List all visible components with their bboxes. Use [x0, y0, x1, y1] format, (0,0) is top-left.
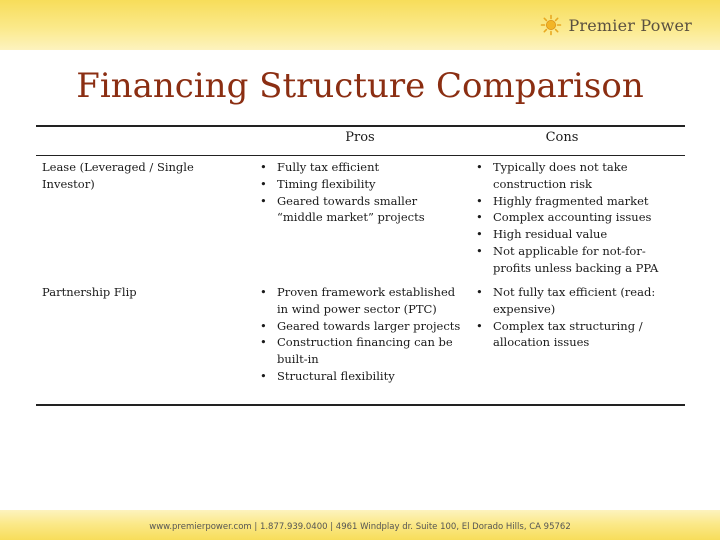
row-label-lease: Lease (Leveraged / Single Investor)	[42, 160, 194, 191]
brand-logo	[540, 12, 692, 38]
column-header-cons: Cons	[545, 130, 579, 145]
list-item: • Geared towards smaller “middle market” projects	[255, 193, 465, 227]
table-top-rule	[36, 125, 685, 127]
page-title: Financing Structure Comparison	[76, 66, 644, 106]
list-item: • Fully tax efficient	[255, 159, 465, 176]
brand-name: Premier Power	[568, 15, 692, 35]
list-item: • Structural flexibility	[255, 368, 465, 385]
table-header-rule	[36, 155, 685, 156]
sun-icon	[540, 14, 562, 36]
list-item: • Proven framework established in wind power sector (PTC)	[255, 284, 465, 318]
list-item: • Highly fragmented market	[471, 193, 666, 210]
column-header-pros: Pros	[345, 130, 375, 145]
list-item: • Complex accounting issues	[471, 209, 666, 226]
list-item: • Construction financing can be built-in	[255, 334, 465, 368]
pros-list-partnership-flip	[255, 284, 465, 385]
list-item: • Geared towards larger projects	[255, 318, 465, 335]
pros-list-lease	[255, 159, 465, 226]
cons-list-lease	[471, 159, 666, 277]
table-bottom-rule	[36, 404, 685, 406]
list-item: • High residual value	[471, 226, 666, 243]
cons-list-partnership-flip	[471, 284, 666, 351]
list-item: • Timing flexibility	[255, 176, 465, 193]
list-item: • Not applicable for not-for-profits unless backing a PPA	[471, 243, 666, 277]
row-label-partnership-flip: Partnership Flip	[42, 285, 137, 299]
list-item: • Typically does not take construction risk	[471, 159, 666, 193]
footer-contact: www.premierpower.com | 1.877.939.0400 | 4961 Windplay dr. Suite 100, El Dorado Hills, CA 95762	[149, 522, 571, 532]
list-item: • Complex tax structuring / allocation issues	[471, 318, 666, 352]
list-item: • Not fully tax efficient (read: expensive)	[471, 284, 666, 318]
